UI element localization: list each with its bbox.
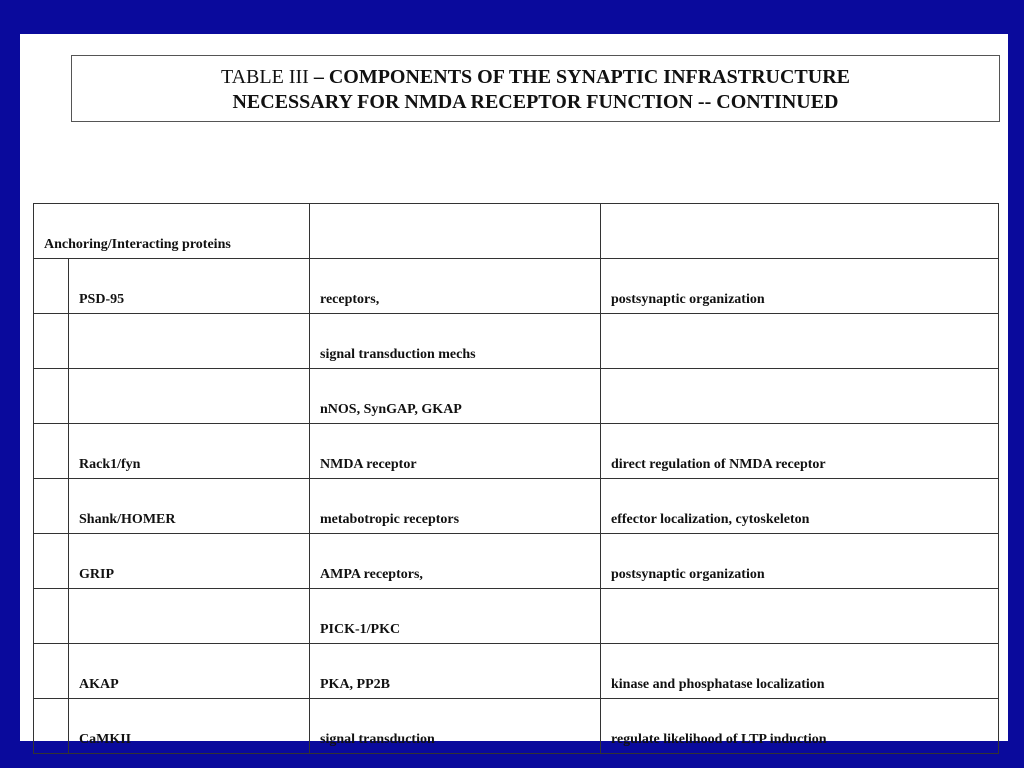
protein-cell [69, 589, 310, 644]
table-row [34, 699, 999, 754]
indent-cell [34, 314, 69, 369]
interacts-with-cell: PICK-1/PKC [310, 589, 601, 644]
function-cell [601, 369, 999, 424]
interacts-with-cell: nNOS, SynGAP, GKAP [310, 369, 601, 424]
function-cell: regulate likelihood of LTP induction [601, 699, 999, 754]
function-cell: postsynaptic organization [601, 534, 999, 589]
interacts-with-cell: NMDA receptor [310, 424, 601, 479]
section-header-row [34, 204, 999, 259]
interacts-with-cell: signal transduction mechs [310, 314, 601, 369]
table-title [71, 55, 1000, 122]
table-cell [310, 204, 601, 259]
function-cell: effector localization, cytoskeleton [601, 479, 999, 534]
table-row [34, 369, 999, 424]
protein-cell: PSD-95 [69, 259, 310, 314]
indent-cell [34, 534, 69, 589]
protein-cell: GRIP [69, 534, 310, 589]
table-row [34, 314, 999, 369]
protein-cell: Rack1/fyn [69, 424, 310, 479]
table-row [34, 589, 999, 644]
table-cell [601, 204, 999, 259]
protein-cell: Shank/HOMER [69, 479, 310, 534]
title-lead: TABLE III [221, 66, 309, 88]
components-table [33, 203, 999, 754]
indent-cell [34, 259, 69, 314]
indent-cell [34, 644, 69, 699]
table-row [34, 644, 999, 699]
table-row [34, 259, 999, 314]
indent-cell [34, 424, 69, 479]
title-line-1 [72, 65, 999, 90]
interacts-with-cell: PKA, PP2B [310, 644, 601, 699]
table-row [34, 534, 999, 589]
title-line-2: NECESSARY FOR NMDA RECEPTOR FUNCTION -- CONTINUED [232, 91, 839, 113]
table-row [34, 479, 999, 534]
protein-cell [69, 369, 310, 424]
interacts-with-cell: metabotropic receptors [310, 479, 601, 534]
slide [20, 34, 1008, 747]
function-cell: postsynaptic organization [601, 259, 999, 314]
function-cell: direct regulation of NMDA receptor [601, 424, 999, 479]
table-row [34, 424, 999, 479]
title-line-1-rest: – COMPONENTS OF THE SYNAPTIC INFRASTRUCTURE [308, 66, 850, 88]
section-header-cell: Anchoring/Interacting proteins [34, 204, 310, 259]
protein-cell [69, 314, 310, 369]
function-cell [601, 314, 999, 369]
protein-cell: AKAP [69, 644, 310, 699]
function-cell: kinase and phosphatase localization [601, 644, 999, 699]
indent-cell [34, 479, 69, 534]
function-cell [601, 589, 999, 644]
interacts-with-cell: signal transduction [310, 699, 601, 754]
interacts-with-cell: receptors, [310, 259, 601, 314]
indent-cell [34, 369, 69, 424]
indent-cell [34, 699, 69, 754]
indent-cell [34, 589, 69, 644]
interacts-with-cell: AMPA receptors, [310, 534, 601, 589]
protein-cell: CaMKII [69, 699, 310, 754]
